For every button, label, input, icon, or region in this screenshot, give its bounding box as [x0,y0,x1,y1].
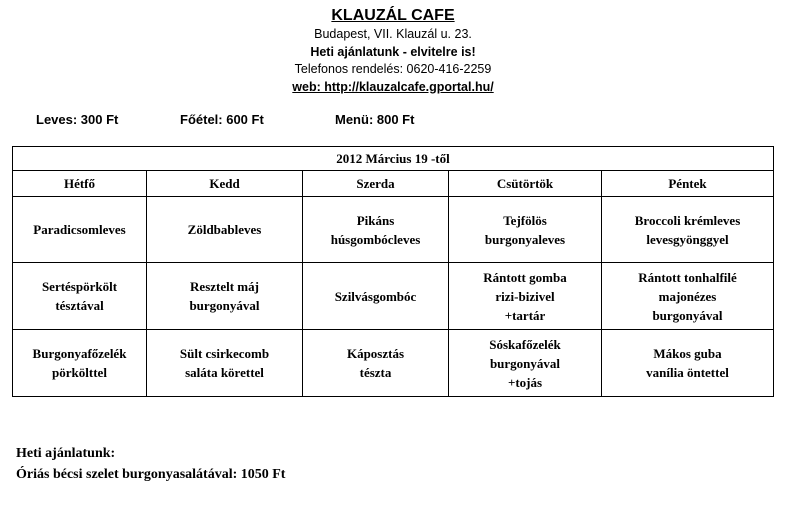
dish-line: majonézes [658,288,717,304]
menu-row-mains-1 [13,263,774,330]
dish-line: +tartár [504,307,546,323]
menu-cell [602,197,774,263]
day-header-monday: Hétfő [13,171,147,197]
header [0,6,786,96]
dish-line: Resztelt máj [190,279,259,294]
dish-line: +tojás [507,374,543,390]
price-menu: Menü: 800 Ft [335,112,415,127]
dish-line: Szilvásgombóc [334,288,417,304]
dish-line: burgonyával [189,298,260,313]
dish-line: Sóskafőzelék [489,336,561,352]
weekly-menu-table [12,146,774,397]
dish-line: vanília öntettel [646,365,729,380]
dish-line: levesgyönggyel [646,231,729,247]
dish-line: Káposztás [346,346,405,361]
dish-line: Tejfölös [503,212,547,228]
price-main: Főétel: 600 Ft [180,112,264,127]
day-header-thursday: Csütörtök [449,171,602,197]
dish-line: burgonyával [489,355,561,371]
day-header-friday: Péntek [602,171,774,197]
dish-line: Zöldbableves [187,222,262,237]
dish-line: tésztával [55,298,104,313]
menu-cell [449,330,602,397]
menu-cell [147,330,303,397]
menu-cell [147,197,303,263]
weekly-offer [16,443,285,485]
dish-line: burgonyával [652,307,723,323]
menu-cell [449,263,602,330]
menu-cell [13,330,147,397]
weekly-offer-heading: Heti ajánlatunk: [16,446,116,461]
price-soup: Leves: 300 Ft [36,112,119,127]
menu-cell [449,197,602,263]
dish-line: saláta körettel [185,365,264,380]
day-header-wednesday: Szerda [303,171,449,197]
cafe-title: KLAUZÁL CAFE [331,7,455,24]
dish-line: pörkölttel [52,365,107,380]
date-heading: 2012 Március 19 -től [13,147,774,171]
menu-cell [303,263,449,330]
dish-line: Sertéspörkölt [41,279,118,294]
dish-line: Sült csirkecomb [179,346,270,361]
dish-line: Rántott gomba [483,269,567,285]
dish-line: Paradicsomleves [33,222,126,237]
web-link[interactable]: web: http://klauzalcafe.gportal.hu/ [292,79,494,94]
menu-row-soups [13,197,774,263]
menu-cell [602,263,774,330]
menu-cell [13,263,147,330]
menu-cell [303,197,449,263]
menu-cell [602,330,774,397]
menu-row-mains-2 [13,330,774,397]
dish-line: Pikáns [356,212,395,228]
dish-line: rizi-bizivel [495,288,555,304]
dish-line: húsgombócleves [330,231,421,247]
tagline: Heti ajánlatunk - elvitelre is! [310,44,476,59]
dish-line: Burgonyafőzelék [32,346,127,361]
dish-line: Mákos guba [653,346,722,361]
cafe-address: Budapest, VII. Klauzál u. 23. [314,27,472,41]
weekly-offer-text: Óriás bécsi szelet burgonyasalátával: 1050 Ft [16,467,286,482]
menu-cell [13,197,147,263]
menu-cell [303,330,449,397]
menu-cell [147,263,303,330]
dish-line: tészta [359,365,392,380]
phone-line: Telefonos rendelés: 0620-416-2259 [294,62,492,76]
dish-line: Broccoli krémleves [634,212,741,228]
day-header-tuesday: Kedd [147,171,303,197]
dish-line: burgonyaleves [484,231,566,247]
dish-line: Rántott tonhalfilé [638,269,737,285]
